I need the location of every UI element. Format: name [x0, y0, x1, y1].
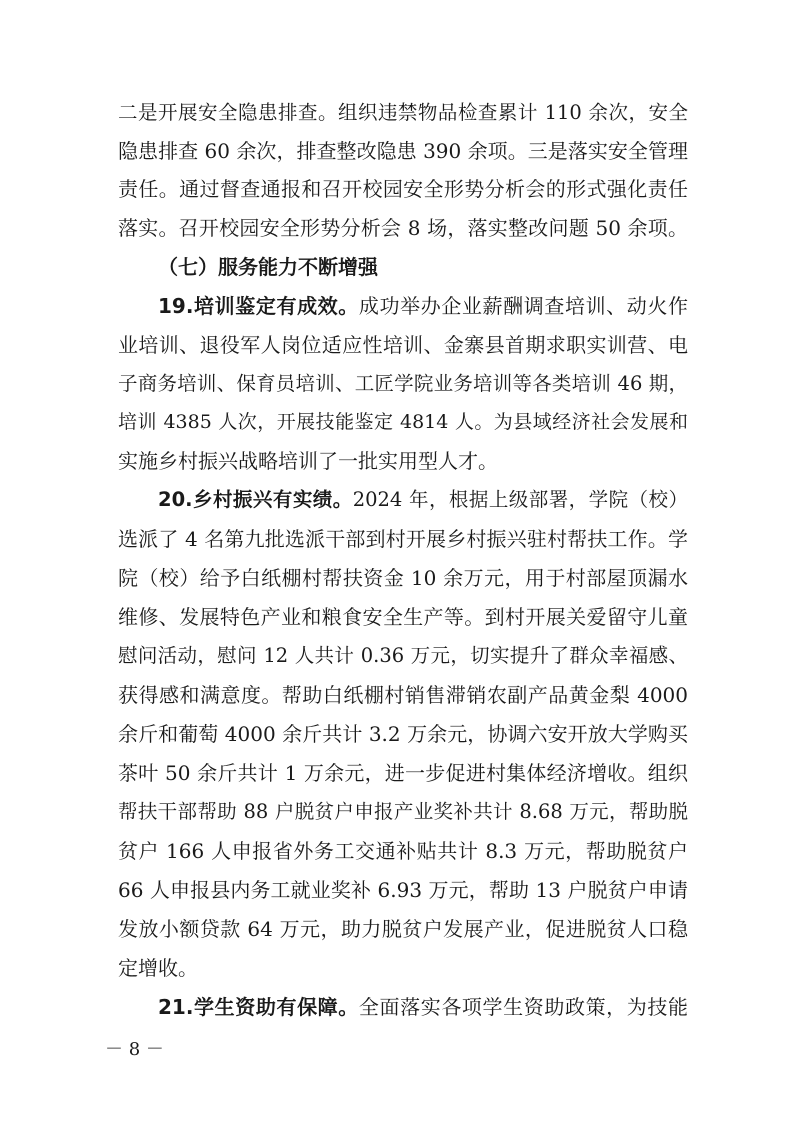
line-text: 隐患排查 60 余次，排查整改隐患 390 余项。三是落实安全管理 — [118, 139, 688, 163]
line-text: 贫户 166 人申报省外务工交通补贴共计 8.3 万元，帮助脱贫户 — [118, 839, 688, 863]
line-text: 获得感和满意度。帮助白纸棚村销售滞销农副产品黄金梨 4000 — [118, 683, 688, 707]
body-text-line — [118, 169, 688, 209]
line-text: 院（校）给予白纸棚村帮扶资金 10 余万元，用于村部屋顶漏水 — [118, 566, 688, 590]
line-text: 选派了 4 名第九批选派干部到村开展乡村振兴驻村帮扶工作。学 — [118, 527, 688, 551]
body-text-line — [118, 909, 688, 949]
body-text-line — [118, 519, 688, 559]
body-text-line — [118, 753, 688, 793]
line-text: 发放小额贷款 64 万元，助力脱贫户发展产业，促进脱贫人口稳 — [118, 917, 688, 941]
line-text: 实施乡村振兴战略培训了一批实用型人才。 — [118, 449, 498, 473]
paragraph-lead-title: 19.培训鉴定有成效。 — [158, 294, 359, 318]
line-text: 维修、发展特色产业和粮食安全生产等。到村开展关爱留守儿童 — [118, 605, 688, 629]
body-text-line — [118, 131, 688, 171]
line-text: 帮扶干部帮助 88 户脱贫户申报产业奖补共计 8.68 万元，帮助脱 — [118, 800, 688, 823]
section-heading-text: （七）服务能力不断增强 — [158, 255, 378, 279]
line-text: 落实。召开校园安全形势分析会 8 场，落实整改问题 50 余项。 — [118, 216, 688, 240]
paragraph-lead-title: 20.乡村振兴有实绩。 — [158, 488, 353, 511]
paragraph-lead-title: 21.学生资助有保障。 — [158, 995, 359, 1019]
body-text-line — [118, 441, 688, 481]
line-text: 全面落实各项学生资助政策，为技能 — [358, 995, 688, 1019]
body-text-line — [118, 792, 688, 832]
line-text: 余斤和葡萄 4000 余斤共计 3.2 万余元，协调六安开放大学购买 — [118, 722, 688, 746]
line-text: 成功举办企业薪酬调查培训、动火作 — [358, 294, 688, 318]
body-text-line — [118, 948, 688, 988]
line-text: 业培训、退役军人岗位适应性培训、金寨县首期求职实训营、电 — [118, 333, 688, 357]
line-text: 慰问活动，慰问 12 人共计 0.36 万元，切实提升了群众幸福感、 — [118, 644, 688, 667]
body-text-line — [118, 325, 688, 365]
line-text: 培训 4385 人次，开展技能鉴定 4814 人。为县域经济社会发展和 — [118, 411, 688, 433]
line-text: 茶叶 50 余斤共计 1 万余元，进一步促进村集体经济增收。组织 — [118, 761, 688, 785]
body-text-line — [118, 93, 688, 133]
page-number: － 8 － — [105, 1039, 164, 1060]
paragraph-first-line — [158, 987, 688, 1027]
line-text: 责任。通过督查通报和召开校园安全形势分析会的形式强化责任 — [118, 177, 688, 201]
line-text: 子商务培训、保育员培训、工匠学院业务培训等各类培训 46 期， — [118, 372, 688, 395]
body-text-line — [118, 675, 688, 715]
body-text-line — [118, 208, 688, 248]
body-text-line — [118, 714, 688, 754]
line-text: 66 人申报县内务工就业奖补 6.93 万元，帮助 13 户脱贫户申请 — [118, 878, 688, 902]
body-text-line — [118, 558, 688, 598]
body-text-line — [118, 831, 688, 871]
line-text: 2024 年，根据上级部署，学院（校） — [352, 488, 688, 511]
body-text-line — [118, 870, 688, 910]
paragraph-first-line — [158, 286, 688, 326]
body-text-line — [118, 364, 688, 404]
line-text: 二是开展安全隐患排查。组织违禁物品检查累计 110 余次，安全 — [118, 101, 688, 124]
body-text-line — [118, 597, 688, 637]
body-text-line — [118, 636, 688, 676]
section-heading — [158, 247, 688, 287]
line-text: 定增收。 — [118, 956, 198, 980]
body-text-line — [118, 402, 688, 442]
paragraph-first-line — [158, 480, 688, 520]
